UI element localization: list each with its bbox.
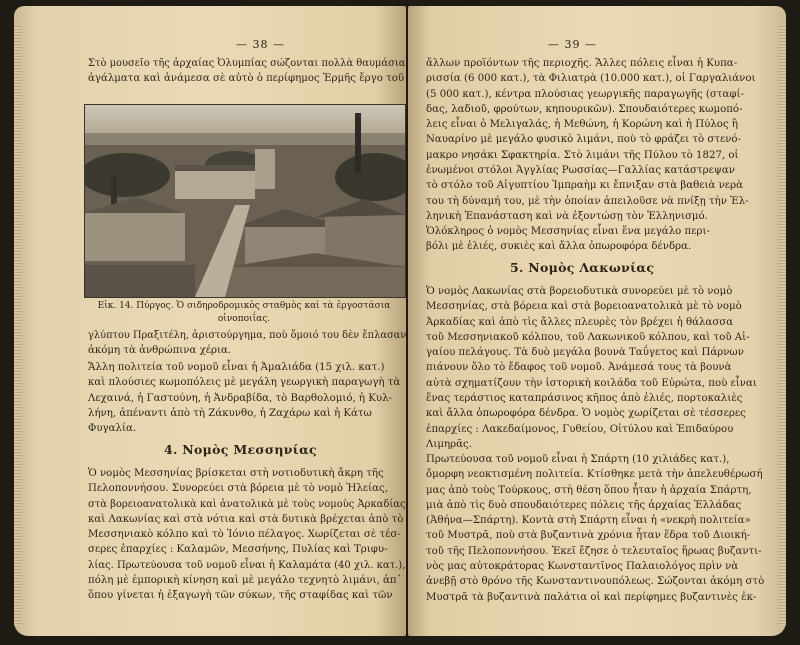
text-line: μιὰ ἀπὸ τὶς δυὸ σπουδαιότερες πόλεις τῆς ἀρχαίας Ἑλλάδας [426,499,742,511]
text-line: ἀκόμη τὰ ἀνθρώπινα χέρια. [88,345,232,357]
text-line: ἄλλων προϊόντων τῆς περιοχῆς. Ἄλλες πόλεις εἶναι ἡ Κυπα- [426,58,738,69]
text-line: Ναυαρίνο μὲ μεγάλο φυσικὸ λιμάνι, ποὺ τὸ φράζει τὸ στενό- [426,134,742,146]
text-line: καὶ ἄλλα ὀπωροφόρα δένδρα. Ὁ νομὸς χωρίζεται σὲ τέσσερες [426,408,746,420]
paragraph [426,224,774,255]
text-line: Ἀρκαδίας καὶ ἀπὸ τὶς ἄλλες πλευρὲς τὸν βρέχει ἡ θάλασσα [426,316,734,328]
text-line: Πελοποννήσου. Συνορεύει στὰ βόρεια μὲ τὸ νομὸ Ἠλείας, [88,483,389,495]
text-line: λήνη, ἀπέναντι ἀπὸ τὴ Ζάκυνθο, ἡ Ζαχάρω καὶ ἡ Κάτω [88,407,372,419]
text-line: στὰ βορειοανατολικὰ καὶ ἀνατολικὰ μὲ τοὺς νομοὺς Ἀρκαδίας [88,498,406,510]
text-line: καὶ Λακωνίας καὶ στὰ νότια καὶ στὰ δυτικὰ βρέχεται ἀπὸ τὸ [88,513,404,525]
intro-paragraph [88,56,406,87]
text-line: (5 000 κατ.), κέντρα πλούσιας γεωργικῆς παραγωγῆς (σταφί- [426,88,744,100]
text-line: Ὁ νομὸς Λακωνίας στὰ βορειοδυτικὰ συνορεύει μὲ τὸ νομὸ [426,286,733,297]
text-line: (Ἀθήνα—Σπάρτη). Κοντὰ στὴ Σπάρτη εἶναι ἡ «νεκρὴ πολιτεία» [426,515,751,527]
section-heading: 5. Νομὸς Λακωνίας [510,260,655,275]
text-line: Ἄλλη πολιτεία τοῦ νομοῦ εἶναι ἡ Ἀμαλιάδα (15 χιλ. κατ.) [88,362,385,373]
figure-photo [84,104,406,298]
text-line: μας ἀπὸ τοὺς Τούρκους, στὴ θέση ὅπου ἦταν ἡ ἀρχαία Σπάρτη, [426,484,752,496]
text-line: πιάνουν ὅλο τὸ ἔδαφος τοῦ νομοῦ. Ἀνάμεσά τους τὰ βουνὰ [426,362,732,374]
text-line: δας, λαδιοῦ, φρούτων, κηπουρικῶν). Σπουδαιότερες κωμοπό- [426,103,743,115]
paragraph [426,452,774,605]
text-line: τοῦ Μυστρᾶ, ποὺ στὰ βυζαντινὰ χρόνια ἦταν ἕδρα τοῦ Διοική- [426,530,751,542]
text-line: μακρο νησάκι Σφακτηρία. Στὸ λιμάνι τῆς Πύλου τὸ 1827, οἱ [426,149,739,161]
text-line: Μεσσηνίας, στὰ βόρεια καὶ στὰ βορειοανατολικὰ μὲ τὸ νομὸ [426,301,742,313]
section-heading: 4. Νομὸς Μεσσηνίας [164,442,317,457]
paragraph [426,56,774,224]
page-edge [14,26,22,626]
text-line: ὄμορφη νεοκτισμένη πολιτεία. Κτίσθηκε μετὰ τὴν ἀπελευθέρωσή [426,469,763,481]
text-line: ἀγάλματα καὶ ἀνάμεσα σὲ αὐτὸ ὁ περίφημος Ἑρμῆς ἔργο τοῦ [88,73,405,85]
page-number: — 38 — [236,38,285,51]
text-line: ὅπου γίνεται ἡ ἐξαγωγὴ τῶν σύκων, τῆς σταφίδας καὶ τῶν [88,590,393,602]
paragraph [88,328,406,359]
text-line: καὶ πλούσιες κωμοπόλεις μὲ μεγάλη γεωργικὴ παραγωγὴ τὰ [88,377,401,389]
text-line: Ὁλόκληρος ὁ νομὸς Μεσσηνίας εἶναι ἕνα μεγάλο περι- [426,226,710,237]
text-line: γαίου πελάγους. Τὰ δυὸ μεγάλα βουνὰ Ταΰγετος καὶ Πάρνων [426,347,744,359]
paragraph [88,466,406,604]
pyrgos-station-photo [85,105,405,297]
page-edge [778,26,786,626]
text-line: τοῦ τῆς Πελοποννήσου. Ἐκεῖ ἔζησε ὁ τελευταῖος ἥρωας βυζαντι- [426,545,762,557]
text-line: Ὁ νομὸς Μεσσηνίας βρίσκεται στὴ νοτιοδυτικὴ ἄκρη τῆς [88,468,384,479]
text-line: ἐπαρχίες : Λακεδαίμονος, Γυθείου, Οἰτύλου καὶ Ἐπιδαύρου [426,423,734,435]
figure-caption: Εἰκ. 14. Πύργος. Ὁ σιδηροδρομικὸς σταθμὸς καὶ τὰ ἐργοστάσια οἰνοποιΐας. [97,301,391,324]
left-page [14,6,406,636]
text-line: τοῦ Μεσσηνιακοῦ κόλπου, τοῦ Λακωνικοῦ κόλπου, καὶ τοῦ Αἰ- [426,331,750,343]
text-line: νὸς μας αὐτοκράτορας Κωνσταντῖνος Παλαιολόγος πρὶν νὰ [426,561,739,573]
text-line: Φυγαλία. [88,423,137,435]
text-line: Μεσσηνιακὸ κόλπο καὶ τὸ Ἰόνιο πέλαγος. Χωρίζεται σὲ τέσ- [88,529,401,541]
text-line: αὐτὰ σχηματίζουν τὴν ἱστορικὴ κοιλάδα τοῦ Εὐρώτα, ποὺ εἶναι [426,377,757,389]
text-line: Πρωτεύουσα τοῦ νομοῦ εἶναι ἡ Σπάρτη (10 χιλιάδες κατ.), [426,454,730,465]
page-number: — 39 — [548,38,597,51]
paragraph [88,360,406,436]
text-line: Μυστρᾶ τὰ βυζαντινὰ παλάτια οἱ καὶ περίφημες βυζαντινὲς ἐκ- [426,591,757,603]
text-line: λίας. Πρωτεύουσα τοῦ νομοῦ εἶναι ἡ Καλαμάτα (40 χιλ. κατ.), [88,559,406,571]
text-line: γλύπτου Πραξιτέλη, ἀριστούργημα, ποὺ ὅμοιό του δὲν ἔπλασαν [88,330,406,341]
right-page [408,6,786,636]
text-line: Λιμηρᾶς. [426,438,472,450]
text-line: Λεχαινά, ἡ Γαστούνη, ἡ Ἀνδραβίδα, τὸ Βαρθολομιό, ἡ Κυλ- [88,392,392,404]
text-line: λεις εἶναι ὁ Μελιγαλάς, ἡ Μεθώνη, ἡ Κορώνη καὶ ἡ Πύλος ἢ [426,119,738,131]
text-line: Στὸ μουσεῖο τῆς ἀρχαίας Ὀλυμπίας σώζονται πολλὰ θαυμάσια [88,58,406,69]
text-line: βόλι μὲ ἐλιές, συκιὲς καὶ ἄλλα ὀπωροφόρα δένδρα. [426,241,692,253]
text-line: ρισσία (6 000 κατ.), τὰ Φιλιατρὰ (10.000 κατ.), οἱ Γαργαλιάνοι [426,73,756,85]
text-line: σερες ἐπαρχίες : Καλαμῶν, Μεσσήνης, Πυλίας καὶ Τριφυ- [88,544,388,556]
paragraph [426,284,774,452]
text-line: ἑνωμένοι στόλοι Ἀγγλίας Ρωσσίας—Γαλλίας κατάστρεψαν [426,165,735,177]
text-line: πόλη μὲ ἐμπορικὴ κίνηση καὶ μὲ μεγάλο τεχνητὸ λιμάνι, ἀπ᾽ [88,575,402,587]
text-line: τὸ στόλο τοῦ Αἰγυπτίου Ἰμπραὴμ κι ἔπνιξαν στὰ βαθειὰ νερὰ [426,180,743,192]
text-line: ληνικὴ Ἐπανάσταση καὶ νὰ ἐξοντώσῃ τὸν Ἑλληνισμό. [426,210,708,222]
text-line: ἀνεβῇ στὸ θρόνο τῆς Κωνσταντινουπόλεως. Σώζονται ἀκόμη στὸ [426,576,765,588]
text-line: του τὴ δύναμή του, μὲ τὴν ὁποίαν ἀπειλοῦσε νὰ πνίξῃ τὴν Ἑλ- [426,195,749,207]
text-line: ἕνας τεράστιος καταπράσινος κῆπος ἀπὸ ἐλιές, πορτοκαλιὲς [426,393,743,405]
